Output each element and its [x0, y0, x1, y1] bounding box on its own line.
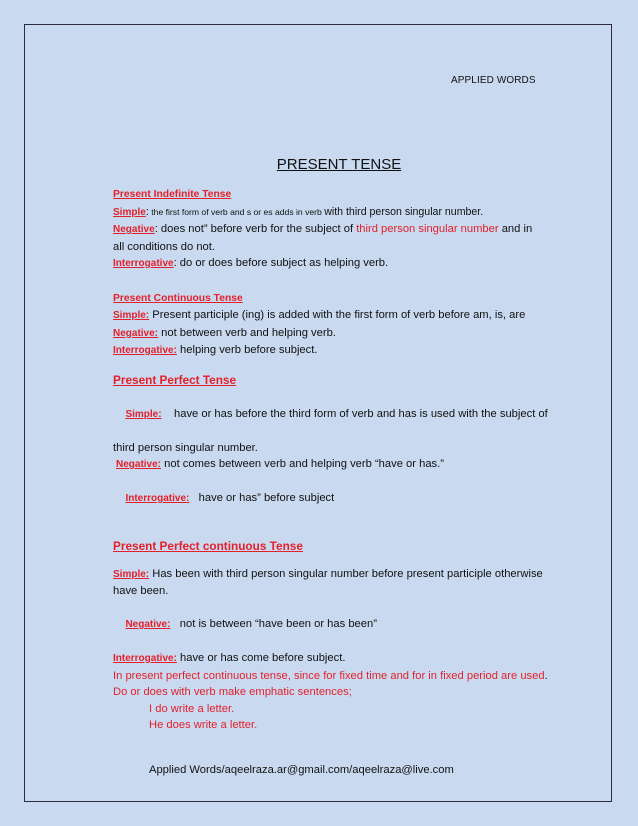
- perfect-continuous-note-2: Do or does with verb make emphatic sentences;: [113, 686, 352, 698]
- indefinite-interrogative: Interrogative: do or does before subject as helping verb.: [113, 257, 389, 269]
- continuous-negative: Negative: not between verb and helping verb.: [113, 326, 336, 339]
- section-continuous-heading: Present Continuous Tense: [113, 292, 243, 304]
- perfect-continuous-negative: Negative: not is between “have been or has been”: [125, 618, 377, 630]
- page-title-text: PRESENT TENSE: [276, 156, 402, 173]
- perfect-continuous-interrogative: Interrogative: have or has come before subject.: [113, 652, 346, 664]
- perfect-simple-cont: third person singular number.: [113, 441, 258, 454]
- perfect-simple: Simple: have or has before the third form of verb and has is used with the subject of: [125, 407, 548, 420]
- example-2: He does write a letter.: [149, 719, 258, 731]
- section-perfect-heading: Present Perfect Tense: [113, 372, 237, 387]
- perfect-continuous-note-1: In present perfect continuous tense, since for fixed time and for in fixed period are used.: [113, 669, 548, 682]
- indefinite-negative-cont: all conditions do not.: [113, 240, 215, 253]
- document-body: [113, 186, 553, 778]
- perfect-continuous-simple: Simple: Has been with third person singular number before present participle otherwise: [113, 567, 543, 580]
- header-label: APPLIED WORDS: [451, 75, 536, 86]
- perfect-interrogative: Interrogative: have or has” before subject: [125, 492, 335, 504]
- simple-label: Simple: [113, 206, 146, 218]
- contact-line: Applied Words/aqeelraza.ar@gmail.com/aqeelraza@live.com: [149, 763, 454, 776]
- perfect-continuous-simple-cont: have been.: [113, 585, 169, 597]
- indefinite-negative: Negative: does not” before verb for the subject of third person singular number and in: [113, 223, 533, 235]
- continuous-simple: Simple: Present participle (ing) is added with the first form of verb before am, is, are: [113, 309, 526, 321]
- perfect-negative: Negative: not comes between verb and helping verb “have or has.”: [116, 458, 444, 470]
- example-1: I do write a letter.: [149, 702, 235, 715]
- section-indefinite-heading: Present Indefinite Tense: [113, 189, 232, 200]
- interrogative-label: Interrogative: [113, 258, 174, 269]
- section-perfect-continuous-heading: Present Perfect continuous Tense: [113, 539, 303, 553]
- indefinite-simple: Simple: the first form of verb and s or es adds in verb with third person singular number.: [113, 205, 484, 218]
- continuous-interrogative: Interrogative: helping verb before subject.: [113, 344, 318, 356]
- page-title: [0, 156, 638, 173]
- negative-label: Negative: [113, 224, 155, 235]
